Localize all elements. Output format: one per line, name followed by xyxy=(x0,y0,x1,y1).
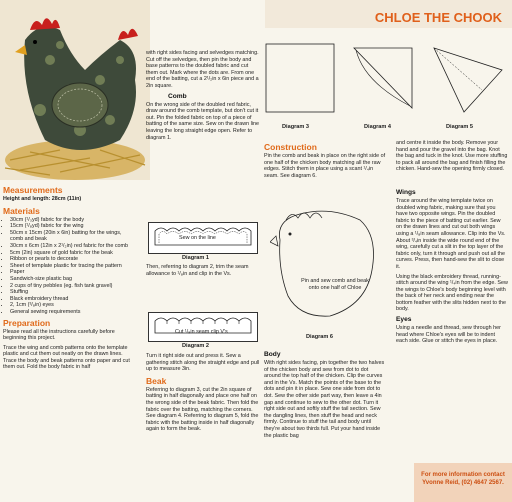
list-item: • 50cm x 15cm (20in x 6in) batting for the wings, comb and beak xyxy=(10,230,135,243)
diagram-5-label: Diagram 5 xyxy=(446,124,474,130)
title-bar xyxy=(265,0,512,28)
materials-list xyxy=(3,217,135,316)
contact-box xyxy=(414,463,512,502)
column-4 xyxy=(396,140,508,348)
col2-lower xyxy=(146,353,260,436)
diagram-2-note: Cut ¹/₈in seam clip V's xyxy=(175,329,228,335)
list-item: • Paper xyxy=(10,269,135,276)
col2-intro: with right sides facing and selvedges matching. Cut off the selvedges, then pin the body and base patterns to the doubled fabric and cut them out. Mark where the dots are. From one end of the batting, cut a 2¹/₂in x 6in piece and a 2in square. xyxy=(146,50,259,89)
diagram-2-drawing xyxy=(149,313,257,341)
diagram-1-box xyxy=(148,222,258,254)
comb-text-2-block xyxy=(146,264,260,280)
materials-heading: Materials xyxy=(3,205,40,216)
diagram-4-label: Diagram 4 xyxy=(364,124,392,130)
list-item: • 2 cups of tiny pebbles (eg. fish tank gravel) xyxy=(10,283,135,290)
comb-heading: Comb xyxy=(168,92,187,100)
list-item: • 2, 1cm (³/₈in) eyes xyxy=(10,302,135,309)
column-1 xyxy=(3,183,135,374)
comb-text-2: Then, referring to diagram 2, trim the seam allowance to ¹/₈in and clip in the Vs. xyxy=(146,264,249,277)
chook-photo xyxy=(0,0,150,180)
list-item: • 30cm x 6cm (12in x 2¹/₂in) red fabric for the comb xyxy=(10,243,135,250)
diagram-6-note: Pin and sew comb and beak onto one half of Chloe xyxy=(301,278,369,291)
beak-heading: Beak xyxy=(146,375,167,386)
body-section xyxy=(264,348,386,442)
body-text: With right sides facing, pin together the two halves of the chicken body and sew from dot to dot around the top half of the chicken. Clip the curves and in the Vs. Match the points of the base to the dots and pin it in place. Sew one side from dot to dot. Sew the other side part way, then leave a 4in gap and continue to sew to the other dot. Turn it right side out and softly stuff the tail section. Sew the dangling lines, then stuff the head and neck firmly. Continue to stuff the tail and body until they're about two thirds full. Put your hand inside the plastic bag xyxy=(264,360,385,439)
diagram-6-drawing xyxy=(270,200,382,328)
comb-text-3: Turn it right side out and press it. Sew a gathering stitch along the straight edge and pull up to measure 3in. xyxy=(146,353,260,373)
body-heading: Body xyxy=(264,351,281,358)
measurements-text: Height and length: 28cm (11in) xyxy=(3,196,82,202)
diagram-3-label: Diagram 3 xyxy=(282,124,310,130)
list-item: • 15cm (¹/₈yd) fabric for the wing xyxy=(10,223,135,230)
eyes-heading: Eyes xyxy=(396,316,412,324)
page-title: CHLOE THE CHOOK xyxy=(374,10,502,25)
diagram-3-square xyxy=(266,44,334,112)
column-2 xyxy=(146,50,260,144)
list-item: • Sheet of template plastic for tracing the pattern xyxy=(10,263,135,270)
construction-heading: Construction xyxy=(264,142,317,152)
list-item: • 30cm (¹/₃yd) fabric for the body xyxy=(10,217,135,224)
list-item: • Ribbon or pearls to decorate xyxy=(10,256,135,263)
column-3 xyxy=(264,140,386,182)
contact-line-1: For more information contact xyxy=(421,472,505,478)
eyes-text: Using a needle and thread, sew through her head where Chloe's eyes will be to indent each side. Glue or stitch the eyes in place. xyxy=(396,325,501,345)
diagram-1-label: Diagram 1 xyxy=(182,255,210,261)
wings-text-2: Using the black embroidery thread, running-stitch around the wing ¹/₄in from the edge. Sew the wings to Chloe's body beginning level with the back of her neck and ending near the bottom feather with the slits hidden next to the body. xyxy=(396,273,508,313)
diagrams-3-5 xyxy=(264,42,510,126)
list-item: • General sewing requirements xyxy=(10,309,135,316)
diagram-2-box xyxy=(148,312,258,342)
diagram-1-note: Sew on the line xyxy=(179,235,216,241)
contact-line-2: Yvonne Reid, (02) 4647 2567. xyxy=(422,480,504,486)
beak-text: Referring to diagram 3, cut the 2in square of batting in half diagonally and place one half on the wrong side of the beak fabric. Then fold the fabric over the batting, matching the corners. See diagram 4. Referring to diagram 5, fold the fabric with the batting inside in half diagonally again to form the beak. xyxy=(146,386,259,433)
preparation-heading: Preparation xyxy=(3,317,51,328)
list-item: • 5cm (2in) square of gold fabric for the beak xyxy=(10,250,135,257)
wings-text: Trace around the wing template twice on doubled wing fabric, making sure that you have two opposite wings. Pin the doubled fabric to the piece of batting cut earlier. Sew on the drawn lines and cut out both wings using a ¹/₈in seam allowance. Clip into the Vs. About ³/₄in inside the wide round end of the wing, carefully cut a slit in the top layer of the fabric only, turn it through and push out all the curves. Press, then hand-sew the slit to close it. xyxy=(396,197,506,270)
list-item: • Black embroidery thread xyxy=(10,296,135,303)
col4-top-text: and centre it inside the body. Remove your hand and pour the gravel into the bag. Knot the bag and tuck in the knot. Use more stuffing to pack all around the bag and finish filling the chicken. Hand-sew the opening firmly closed. xyxy=(396,140,508,173)
wings-heading: Wings xyxy=(396,188,416,196)
diagram-5-triangle xyxy=(434,48,502,112)
preparation-text-2: Trace the wing and comb patterns onto the template plastic and cut them out neatly on the drawn lines. Trace the body and beak patterns onto paper and cut them out. Fold the body fabric in half xyxy=(3,344,130,371)
list-item: • Sandwich-size plastic bag xyxy=(10,276,135,283)
diagram-6-label: Diagram 6 xyxy=(306,334,334,340)
construction-text: Pin the comb and beak in place on the right side of one half of the chicken body matching all the raw edges. Stitch them in place using a scant ¹/₄in seam. See diagram 6. xyxy=(264,153,386,179)
preparation-text-1: Please read all the instructions carefully before beginning this project. xyxy=(3,328,115,342)
diagram-2-label: Diagram 2 xyxy=(182,343,210,349)
list-item: • Stuffing xyxy=(10,289,135,296)
comb-text: On the wrong side of the doubled red fabric, draw around the comb template, but don't cut it out. Pin the folded fabric on top of a piece of batting of the same size. Sew on the drawn line leaving the long straight edge open. Refer to diagram 1. xyxy=(146,101,259,141)
measurements-heading: Measurements xyxy=(3,185,63,195)
